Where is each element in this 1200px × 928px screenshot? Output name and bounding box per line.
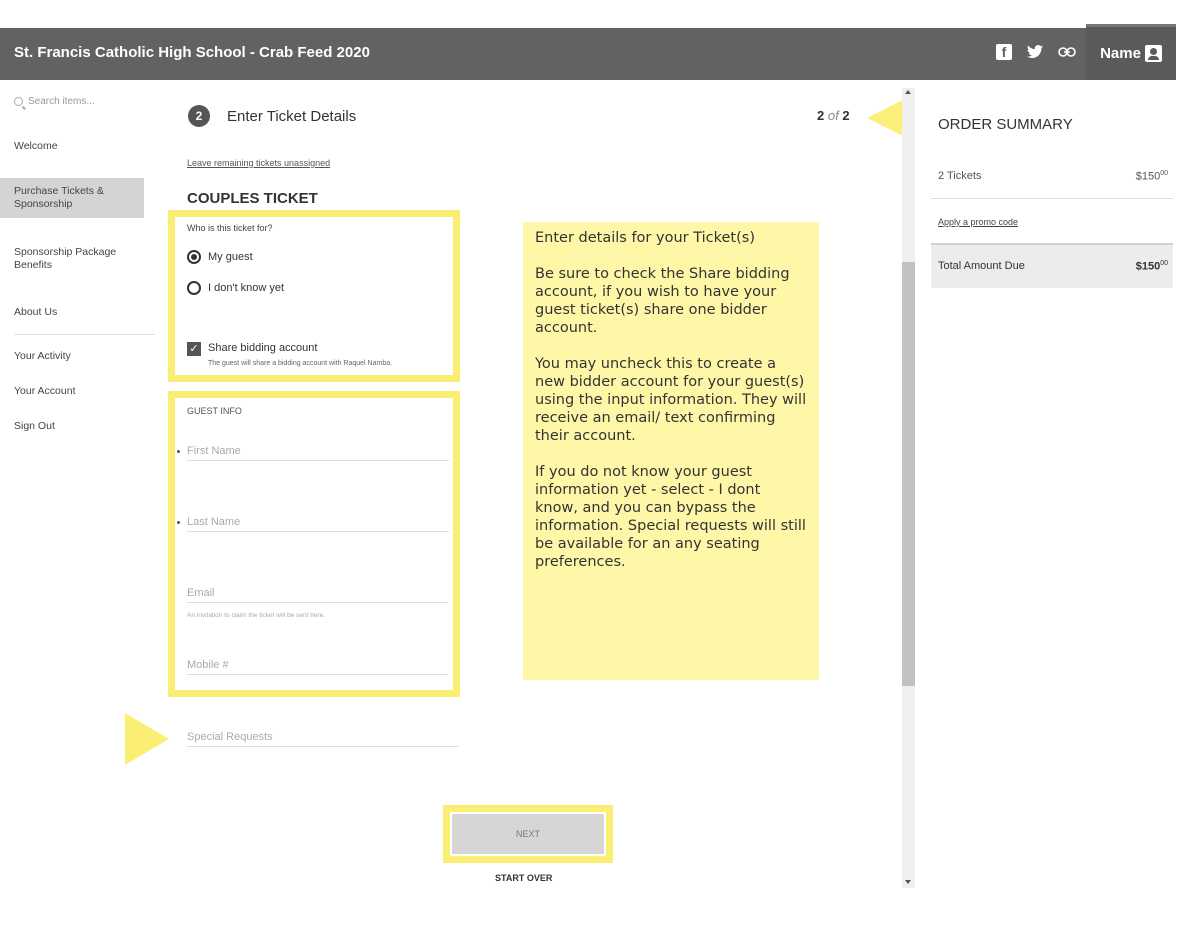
radio-my-guest[interactable] [187,250,253,264]
total-amount [1136,260,1168,273]
next-highlight [443,805,613,863]
search-icon [14,97,23,106]
start-over-link[interactable]: START OVER [495,873,553,883]
email-hint: An invitation to claim the ticket will be sent here. [187,612,326,619]
scroll-up-icon[interactable] [905,90,911,94]
promo-code-link[interactable]: Apply a promo code [938,217,1019,227]
radio-dont-know[interactable] [187,281,284,295]
special-requests-field[interactable]: Special Requests [187,731,459,747]
total-label: Total Amount Due [938,260,1025,272]
callout-paragraph: You may uncheck this to create a new bidder account for your guest(s) using the input information. They will receive an email/ text confirming their account. [535,356,807,444]
ticket-type-title: COUPLES TICKET [187,190,318,207]
page-total: 2 [842,108,850,123]
guest-info-heading: GUEST INFO [187,406,242,416]
summary-divider [931,198,1173,199]
user-menu-button[interactable] [1086,24,1176,80]
page-current: 2 [817,108,825,123]
user-name-label: Name [1100,45,1141,62]
page-of: of [827,108,839,123]
radio-dont-know-label: I don't know yet [208,282,285,294]
ticket-for-highlight [168,210,460,382]
next-button[interactable]: NEXT [450,812,606,856]
radio-unselected-icon [187,281,201,295]
share-bidding-label: Share bidding account [208,342,318,354]
order-summary-title: ORDER SUMMARY [938,116,1073,133]
sidebar-divider [14,334,155,335]
ticket-for-label: Who is this ticket for? [187,223,273,233]
required-marker [177,450,180,453]
share-bidding-description: The guest will share a bidding account with Raquel Namba. [208,360,393,367]
user-icon [1145,45,1162,62]
tickets-cents: 00 [1160,170,1168,177]
mobile-field[interactable]: Mobile # [187,659,449,675]
instruction-callout [523,222,819,680]
leave-unassigned-link[interactable]: Leave remaining tickets unassigned [187,158,331,168]
page-counter [817,108,850,123]
first-name-field[interactable]: First Name [187,445,449,461]
share-bidding-checkbox[interactable] [187,342,317,356]
top-header [0,28,1176,80]
link-icon[interactable] [1058,43,1076,61]
total-dollars: $150 [1135,260,1161,273]
main-content [155,88,900,928]
radio-selected-icon [187,250,201,264]
required-marker [177,521,180,524]
callout-paragraph: Be sure to check the Share bidding account, if you wish to have your guest ticket(s) share one bidder account. [535,266,790,336]
twitter-icon[interactable] [1026,43,1044,61]
sidebar-item-purchase-tickets[interactable]: Purchase Tickets & Sponsorship [14,185,104,210]
sidebar-item-about-us[interactable]: About Us [14,306,58,318]
email-field[interactable]: Email [187,587,449,603]
step-title: Enter Ticket Details [227,108,357,125]
event-title: St. Francis Catholic High School - Crab Feed 2020 [14,44,370,61]
guest-info-highlight [168,391,460,697]
pointer-arrow-right-icon [125,713,169,765]
sidebar-item-your-account[interactable]: Your Account [14,385,76,397]
search-input[interactable] [14,96,95,107]
scrollbar-thumb[interactable] [902,262,915,686]
radio-my-guest-label: My guest [208,251,253,263]
last-name-field[interactable]: Last Name [187,516,449,532]
total-due-row [931,243,1173,288]
sidebar-item-sponsorship-benefits[interactable]: Sponsorship Package Benefits [14,246,117,271]
tickets-count: 2 Tickets [938,170,982,182]
checkmark-icon: ✓ [187,342,201,356]
tickets-amount [1136,170,1168,183]
tickets-dollars: $150 [1135,170,1161,183]
search-placeholder: Search items... [28,96,95,107]
callout-paragraph: If you do not know your guest information yet - select - I dont know, and you can bypass the information. Special requests will still be available for an any seating preferences. [535,464,806,570]
sidebar-item-your-activity[interactable]: Your Activity [14,350,71,362]
sidebar-item-sign-out[interactable]: Sign Out [14,420,55,432]
callout-paragraph: Enter details for your Ticket(s) [535,230,755,246]
scroll-down-icon[interactable] [905,880,911,884]
sidebar-item-welcome[interactable]: Welcome [14,140,58,152]
step-number-badge: 2 [188,105,210,127]
social-icons [996,43,1076,61]
facebook-icon[interactable]: f [996,44,1012,60]
total-cents: 00 [1160,260,1168,267]
